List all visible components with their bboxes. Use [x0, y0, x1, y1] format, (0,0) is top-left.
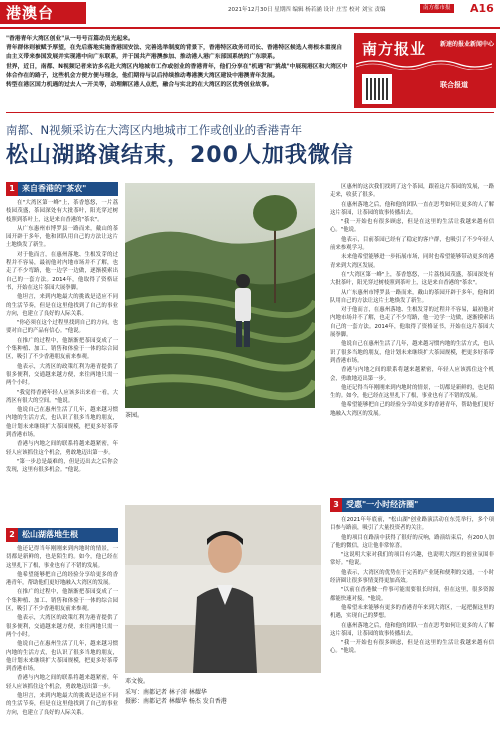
- body-paragraph: "你必须在这个过程里找到自己的方向，也要对自己的产品有信心。"他说。: [6, 320, 118, 335]
- lead-text: [6, 35, 348, 90]
- byline: [125, 688, 227, 706]
- body-paragraph: 他表示，目前茶园已经有了稳定的客户群，也吸引了不少年轻人前来参观学习。: [330, 236, 494, 252]
- article-subhead: 南都、N视频采访在大湾区内地城市工作或创业的香港青年: [6, 123, 303, 137]
- page-number: A16: [470, 2, 494, 15]
- body-paragraph: 从广东惠州市博罗县一路而来，戴山的茶园开辟于多年，他和团队用自己的方法让这片土地焕发了新生。: [330, 289, 494, 304]
- body-paragraph: 他坦言，来到内地最大的挑战是适应不同的生活节奏，但是在这里他找到了自己的事业方向，也建立了良好的人际关系。: [6, 294, 118, 317]
- lead-paragraph: 转型在港区国力机遇的过去人一开关等，动理解区港人点把，融合与实北的在大湾区的区优秀创业故事。: [6, 82, 273, 89]
- section-logo: 港澳台: [0, 2, 86, 24]
- body-paragraph: "我一开始也有很多顾虑，但是在这里的生活让我越来越有信心。"他说。: [330, 219, 494, 234]
- body-paragraph: "我一开始也有很多顾虑，但是在这里的生活让我越来越有信心。"他说。: [330, 640, 494, 655]
- body-paragraph: 对于他而言，在惠州落地、生根发芽的过程并不容易，最初他对内地市场并不了解，也走了不少弯路，他一边学一边做，逐渐摸索出自己的一套方法。2014年，他取得了资格证书，开始在这片茶园大展拳脚。: [6, 251, 118, 291]
- portrait-photo: [125, 505, 321, 673]
- section-number: 3: [330, 498, 342, 512]
- tea-garden-illustration: [125, 183, 315, 408]
- section-title: 受惠"一小时经济圈": [346, 500, 419, 509]
- section-heading-3: [330, 498, 494, 512]
- lead-paragraph: 青年群体则被赋予厚望，在先后落地实施香港国安法、完善选举制度的背景下，香港特区政务司司长、香港特区候选人将根本重视自由主义带来参国发展并实现港中向广东联系，并于国共产港澳参加、推动港人港广东部国系统的广东联系。: [6, 45, 343, 61]
- section-number: 1: [6, 182, 18, 196]
- body-paragraph: 区惠州的这次我们找到了这个茶园，跟着这片茶园的发展，一路走来，收获了很多。: [330, 184, 494, 199]
- body-paragraph: 在推广的过程中，他渐渐把茶园变成了一个集种植、加工、销售和体验于一体的综合园区，吸引了不少香港朋友前来参观。: [6, 337, 118, 361]
- section-number: 2: [6, 528, 18, 542]
- lead-divider: [6, 112, 494, 113]
- body-paragraph: 他还记得当年刚刚来到内地时的情景，一切都是新鲜的，也是陌生的。如今，他已经在这里扎下了根，事业也有了不错的发展。: [330, 384, 494, 400]
- masthead-rule: [0, 27, 500, 29]
- body-paragraph: 他说自己在惠州生活了几年，越来越习惯内地的生活方式，也认识了很多当地的朋友，他计划未来继续扩大茶园规模，把更多好茶带到香港市场。: [6, 407, 118, 439]
- body-paragraph: 他表示，大湾区的政策红利为港青提供了很多便利，交通越来越方便，来往两地只需一两个小时。: [6, 363, 118, 387]
- body-paragraph: 在"大湾区第一峰"上，茶香悠悠，一片荔枝园茂盛，茶园深处有大批茶叶，阳光穿过树枝照到茶叶上，这是来自香港的"茶农"。: [330, 271, 494, 287]
- wave-graphic: [356, 58, 492, 70]
- body-column-3-lower: [330, 516, 494, 744]
- body-paragraph: 在"大湾区第一峰"上，茶香悠悠，一片荔枝园茂盛，茶园深处有大批茶叶，阳光穿过树枝照到茶叶上，这是来自香港的"茶农"。: [6, 200, 118, 223]
- body-paragraph: 在惠州落地之后，他和他的团队一直在思考如何让更多的人了解这片茶园，让茶园的故事传播出去。: [330, 622, 494, 637]
- body-paragraph: 香港与内地之间的联系将越来越紧密，年轻人应该抓住这个机会，勇敢地迈出第一步。: [6, 675, 118, 690]
- body-column-1-lower: [6, 545, 118, 743]
- banner-side-text: 新速的报业新闻中心: [440, 41, 495, 48]
- byline-writer: 采写：南都记者 林子沛 林耀华: [125, 689, 207, 696]
- body-paragraph: 在2021年年底前，"松山湖"创业路演活动在东莞举行，多个项目参与路演，吸引了大量投资者的关注。: [330, 517, 494, 532]
- article-headline: 松山湖路演结束，200人加我微信: [6, 143, 354, 168]
- lead-paragraph: 世界，近日，南都、N视频记者来访多名赴大湾区内地城市工作或创业的香港青年，他们分享在"机遇"和"挑战"中展现港区和大湾区中体合作在的路子，这些机会方便方便与理念，他们期待与以后持续推动粤港澳大湾区建设中港澳青年发展。: [6, 63, 348, 79]
- body-paragraph: 他的项目在路演中获得了很好的反响，路演结束后，有200人加了他的微信，这让他非常惊喜。: [330, 534, 494, 549]
- body-column-3: [330, 183, 494, 508]
- portrait-illustration: [125, 505, 321, 673]
- body-paragraph: 他说自己在惠州生活了几年，越来越习惯内地的生活方式，也认识了很多当地的朋友，他计划未来继续扩大茶园规模，把更多好茶带到香港市场。: [6, 641, 118, 673]
- photo-caption: 茶园。: [125, 412, 144, 419]
- issue-meta: 2021年12月30日 星期四 编辑 杨若涵 设计 庄雪 校对 刘宝 责编: [228, 7, 386, 13]
- qr-pattern: [366, 78, 388, 100]
- body-paragraph: 他希望能够把自己的经验分享给更多的香港青年，帮助他们更好地融入大湾区的发展。: [6, 571, 118, 587]
- body-paragraph: "我觉得香港年轻人应该多出来看一看，大湾区有很大的空间。"他说。: [6, 389, 118, 404]
- body-paragraph: 在惠州落地之后，他和他的团队一直在思考如何让更多的人了解这片茶园，让茶园的故事传播出去。: [330, 201, 494, 216]
- paper-badge: 南方都市报: [420, 4, 454, 13]
- section-heading-2: [6, 528, 118, 542]
- section-heading-1: [6, 182, 118, 196]
- body-paragraph: 对于他而言，在惠州落地、生根发芽的过程并不容易，最初他对内地市场并不了解，也走了不少弯路，他一边学一边做，逐渐摸索出自己的一套方法。2014年，他取得了资格证书，开始在这片茶园大展拳脚。: [330, 307, 494, 339]
- body-paragraph: 从广东惠州市博罗县一路而来，戴山的茶园开辟于多年，他和团队用自己的方法让这片土地焕发了新生。: [6, 225, 118, 249]
- body-paragraph: 他坦言，来到内地最大的挑战是适应不同的生活节奏，但是在这里他找到了自己的事业方向，也建立了良好的人际关系。: [6, 693, 118, 716]
- section-title: 松山湖落地生根: [22, 530, 78, 539]
- byline-photographer: 摄影：南都记者 林耀华 杨杰 发自香港: [125, 698, 227, 705]
- body-paragraph: 他表示，大湾区的政策红利为港青提供了很多便利，交通越来越方便，来往两地只需一两个小时。: [6, 615, 118, 638]
- body-paragraph: 他说自己在惠州生活了几年，越来越习惯内地的生活方式，也认识了很多当地的朋友，他计划未来继续扩大茶园规模，把更多好茶带到香港市场。: [330, 341, 494, 364]
- body-paragraph: 未来他希望能够进一步拓展市场，同时也希望能够带动更多的港青来到大湾区发展。: [330, 254, 494, 269]
- body-paragraph: "以前在香港做一件事可能需要很长时间，但在这里，很多资源都能快速对接。"他说。: [330, 587, 494, 602]
- lead-paragraph: "香港青年大湾区创业"从一号号百篇动员光起来。: [6, 36, 134, 42]
- body-paragraph: 在推广的过程中，他渐渐把茶园变成了一个集种植、加工、销售和体验于一体的综合园区，吸引了不少香港朋友前来参观。: [6, 589, 118, 613]
- body-paragraph: 香港与内地之间的联系将越来越紧密，年轻人应该抓住这个机会，勇敢地迈出第一步。: [6, 441, 118, 456]
- tea-garden-photo: [125, 183, 315, 408]
- section-title: 来自香港的"茶农": [22, 184, 87, 193]
- body-paragraph: 香港与内地之间的联系将越来越紧密，年轻人应该抓住这个机会，勇敢地迈出第一步。: [330, 367, 494, 382]
- body-column-1: [6, 199, 118, 529]
- photo-caption: 邓文俊。: [125, 678, 150, 685]
- banner-tag: 联合报道: [440, 81, 468, 89]
- body-paragraph: 他表示，大湾区的优势在于完善的产业链和便利的交通，一小时经济圈让很多事情变得更加高效。: [330, 569, 494, 585]
- banner-title: 南方报业: [362, 40, 427, 58]
- body-paragraph: "这说明大家对我们的项目有兴趣，也说明大湾区的创业氛围非常好。"他说。: [330, 552, 494, 567]
- body-paragraph: 他还记得当年刚刚来到内地时的情景，一切都是新鲜的，也是陌生的。如今，他已经在这里扎下了根，事业也有了不错的发展。: [6, 546, 118, 569]
- body-paragraph: 他希望未来能够有更多的香港青年来到大湾区，一起把握这里的机遇，实现自己的梦想。: [330, 604, 494, 620]
- body-paragraph: "第一步总是最难的，但是迈出去之后你会发现，这里有很多机会。"他说。: [6, 458, 118, 474]
- body-paragraph: 他希望能够把自己的经验分享给更多的香港青年，帮助他们更好地融入大湾区的发展。: [330, 402, 494, 417]
